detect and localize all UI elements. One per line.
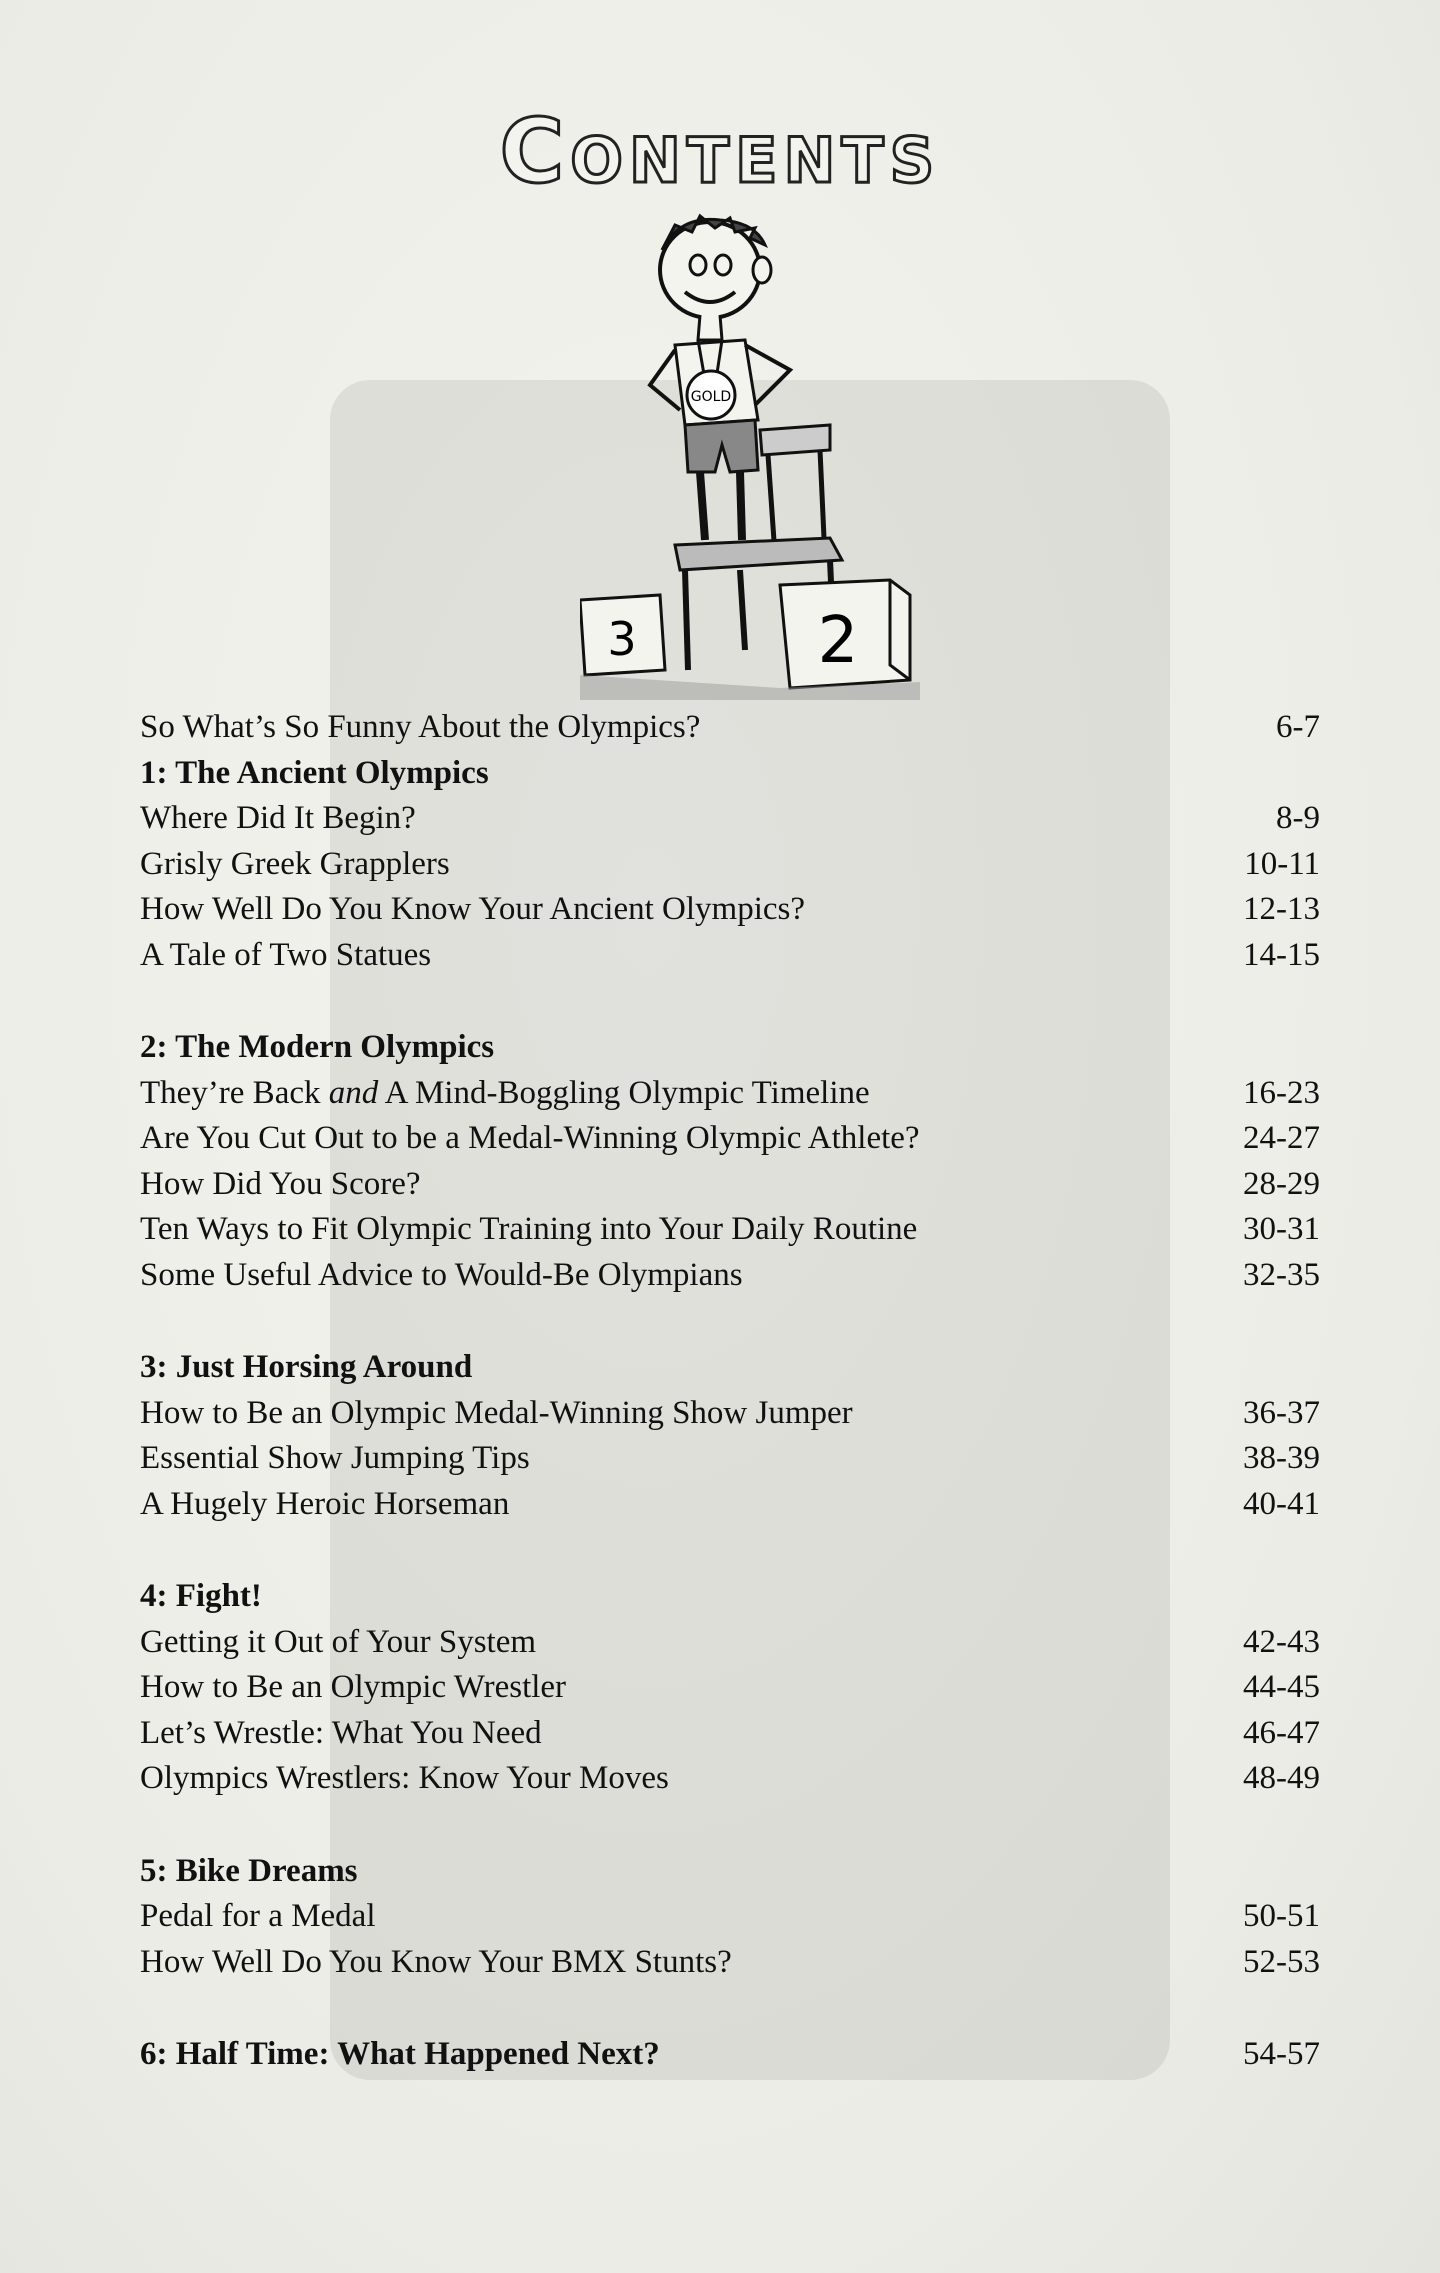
entry-title: Getting it Out of Your System (140, 1623, 537, 1660)
entry-pages: 54-57 (1243, 2036, 1320, 2072)
toc-entry (140, 1162, 1320, 1208)
toc-entry (140, 1756, 1320, 1802)
toc-entry (140, 887, 1320, 933)
podium-box-2-label: 2 (817, 604, 859, 678)
toc-entry (140, 1253, 1320, 1299)
entry-title: They’re Back and A Mind-Boggling Olympic Timeline (140, 1074, 870, 1111)
section-heading (140, 751, 1320, 797)
entry-pages: 8-9 (1276, 800, 1320, 836)
entry-title: Grisly Greek Grapplers (140, 845, 450, 882)
toc-entry (140, 1207, 1320, 1253)
toc-entry (140, 1620, 1320, 1666)
entry-title: A Hugely Heroic Horseman (140, 1485, 510, 1522)
entry-pages: 42-43 (1243, 1623, 1320, 1660)
entry-pages: 44-45 (1243, 1669, 1320, 1705)
section-heading (140, 2032, 1320, 2078)
entry-title: Ten Ways to Fit Olympic Training into Your Daily Routine (140, 1211, 918, 1247)
section-heading (140, 1025, 1320, 1071)
entry-pages: 12-13 (1243, 891, 1320, 927)
page-title: Contents (499, 100, 941, 203)
entry-pages: 46-47 (1243, 1714, 1320, 1751)
toc-entry (140, 1116, 1320, 1162)
entry-pages: 50-51 (1243, 1898, 1320, 1934)
entry-title: How Well Do You Know Your BMX Stunts? (140, 1943, 732, 1980)
entry-pages: 30-31 (1243, 1211, 1320, 1247)
entry-title: Are You Cut Out to be a Medal-Winning Olympic Athlete? (140, 1120, 920, 1156)
section-title: 5: Bike Dreams (140, 1852, 358, 1889)
section-heading (140, 1345, 1320, 1391)
entry-pages: 32-35 (1243, 1256, 1320, 1293)
podium-boy-illustration (580, 210, 940, 710)
toc-entry (140, 1071, 1320, 1117)
entry-title: How to Be an Olympic Wrestler (140, 1669, 567, 1705)
medal-text: GOLD (690, 389, 732, 405)
section-title: 4: Fight! (140, 1578, 262, 1614)
toc-entry (140, 1711, 1320, 1757)
entry-pages: 28-29 (1243, 1165, 1320, 1202)
entry-title: How Did You Score? (140, 1165, 421, 1202)
entry-pages: 52-53 (1243, 1943, 1320, 1980)
section-heading (140, 1574, 1320, 1620)
entry-pages: 38-39 (1243, 1440, 1320, 1476)
toc-entry (140, 1894, 1320, 1940)
entry-pages: 6-7 (1276, 709, 1320, 745)
entry-title: Let’s Wrestle: What You Need (140, 1714, 542, 1751)
entry-pages: 14-15 (1243, 936, 1320, 973)
entry-title: Some Useful Advice to Would-Be Olympians (140, 1256, 743, 1293)
entry-title: Olympics Wrestlers: Know Your Moves (140, 1760, 669, 1796)
entry-title: How Well Do You Know Your Ancient Olympics? (140, 891, 806, 927)
section-title: 2: The Modern Olympics (140, 1029, 495, 1065)
section-title: 1: The Ancient Olympics (140, 754, 489, 791)
entry-pages: 16-23 (1243, 1074, 1320, 1111)
entry-title: How to Be an Olympic Medal-Winning Show Jumper (140, 1394, 853, 1431)
entry-title: A Tale of Two Statues (140, 936, 432, 973)
entry-title: Pedal for a Medal (140, 1898, 376, 1934)
entry-title: Where Did It Begin? (140, 800, 416, 836)
toc-entry (140, 933, 1320, 979)
entry-pages: 40-41 (1243, 1485, 1320, 1522)
toc-entry (140, 705, 1320, 751)
emphasis-text: and (328, 1074, 379, 1111)
entry-title: Essential Show Jumping Tips (140, 1440, 530, 1476)
entry-pages: 10-11 (1244, 845, 1320, 882)
podium-box-3-label: 3 (607, 612, 637, 666)
table-of-contents (140, 705, 1320, 2078)
entry-pages: 24-27 (1243, 1120, 1320, 1156)
entry-title: So What’s So Funny About the Olympics? (140, 709, 701, 745)
toc-entry (140, 1391, 1320, 1437)
section-title: 6: Half Time: What Happened Next? (140, 2036, 660, 2072)
toc-entry (140, 1665, 1320, 1711)
section-title: 3: Just Horsing Around (140, 1349, 473, 1385)
section-heading (140, 1849, 1320, 1895)
toc-entry (140, 842, 1320, 888)
entry-pages: 36-37 (1243, 1394, 1320, 1431)
toc-entry (140, 796, 1320, 842)
toc-entry (140, 1940, 1320, 1986)
toc-entry (140, 1436, 1320, 1482)
toc-entry (140, 1482, 1320, 1528)
entry-pages: 48-49 (1243, 1760, 1320, 1796)
